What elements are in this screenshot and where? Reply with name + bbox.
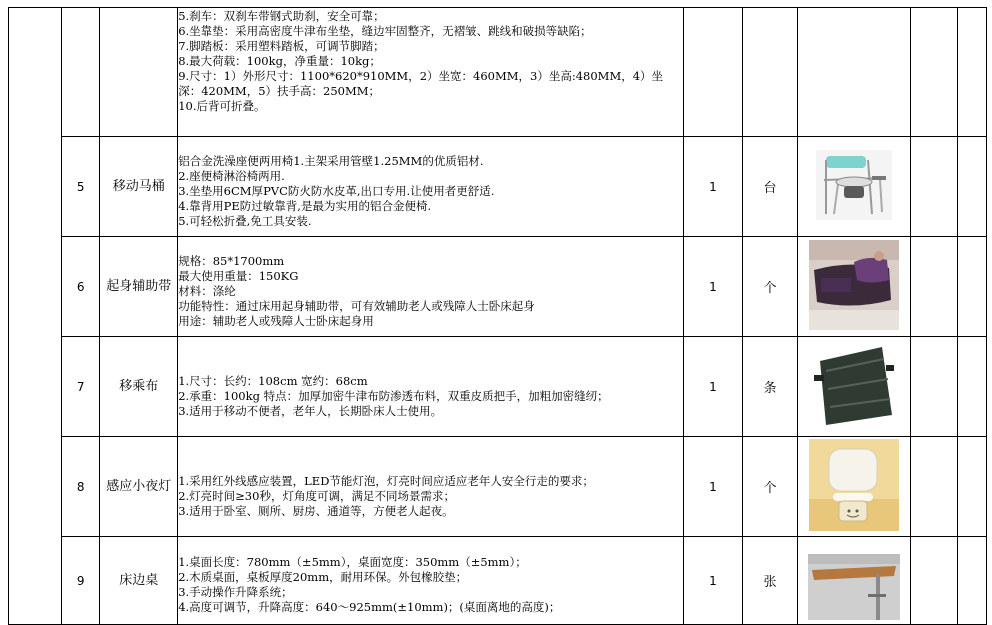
spec-line: 材料：涤纶: [178, 284, 236, 298]
item-number: 7: [61, 337, 99, 437]
item-image-cell: [798, 237, 911, 337]
commode-chair-image: [816, 150, 892, 220]
extra-cell: [957, 8, 986, 137]
item-image-cell: [798, 137, 911, 237]
table-row: [9, 437, 987, 537]
item-spec: [178, 437, 684, 537]
item-quantity: 1: [683, 537, 742, 625]
item-unit: 张: [742, 537, 797, 625]
item-name: [100, 8, 178, 137]
table-row: [9, 537, 987, 625]
item-number: [61, 8, 99, 137]
item-quantity: 1: [683, 237, 742, 337]
spec-line: 铝合金洗澡座便两用椅1.主架采用管壁1.25MM的优质铝材.: [178, 154, 484, 168]
item-image-cell: [798, 337, 911, 437]
table-row: [9, 8, 987, 137]
item-number: 6: [61, 237, 99, 337]
extra-cell: [957, 137, 986, 237]
spec-line: 7.脚踏板：采用塑料踏板，可调节脚踏；: [178, 39, 385, 53]
spec-line: 3.坐垫用6CM厚PVC防火防水皮革,出口专用.让使用者更舒适.: [178, 184, 495, 198]
spec-line: 6.坐靠垫：采用高密度牛津布坐垫，缝边牢固整齐，无褶皱、跳线和破损等缺陷；: [178, 24, 592, 38]
spec-line: 1.尺寸：长约：108cm 宽约：68cm: [178, 373, 368, 388]
item-image-cell: [798, 437, 911, 537]
spec-line: 规格：85*1700mm: [178, 254, 285, 268]
spec-line: 3.适用于移动不便者，老年人，长期卧床人士使用。: [178, 403, 443, 418]
item-spec: [178, 8, 684, 137]
spec-line: 10.后背可折叠。: [178, 99, 266, 113]
extra-cell: [957, 437, 986, 537]
item-name: 起身辅助带: [100, 237, 178, 337]
spec-line: 1.采用红外线感应装置，LED节能灯泡，灯亮时间应适应老年人安全行走的要求；: [178, 473, 594, 488]
spec-line: 3.手动操作升降系统；: [178, 585, 293, 599]
note-cell: [911, 337, 958, 437]
table-row: [9, 237, 987, 337]
spec-line: 2.座便椅淋浴椅两用.: [178, 169, 285, 183]
note-cell: [911, 237, 958, 337]
item-number: 5: [61, 137, 99, 237]
item-quantity: 1: [683, 437, 742, 537]
item-name: 感应小夜灯: [100, 437, 178, 537]
note-cell: [911, 8, 958, 137]
item-name: 移动马桶: [100, 137, 178, 237]
item-number: 9: [61, 537, 99, 625]
item-unit: 个: [742, 237, 797, 337]
spec-line: 2.木质桌面，桌板厚度20mm，耐用环保。外包橡胶垫；: [178, 570, 468, 584]
item-quantity: 1: [683, 337, 742, 437]
spec-line: 1.桌面长度：780mm（±5mm），桌面宽度：350mm（±5mm）；: [178, 555, 527, 569]
spec-line: 3.适用于卧室、厕所、厨房、通道等，方便老人起夜。: [178, 503, 454, 518]
note-cell: [911, 137, 958, 237]
table-row: [9, 337, 987, 437]
extra-cell: [957, 537, 986, 625]
left-margin-cell: [9, 8, 62, 625]
item-image-cell: [798, 537, 911, 625]
item-spec: [178, 237, 684, 337]
item-spec: [178, 337, 684, 437]
item-unit: 个: [742, 437, 797, 537]
item-spec: [178, 137, 684, 237]
spec-line: 功能特性：通过床用起身辅助带，可有效辅助老人或残障人士卧床起身: [178, 299, 535, 313]
transfer-sheet-image: [812, 341, 896, 429]
spec-line: 4.高度可调节，升降高度：640～925mm(±10mm)；(桌面离地的高度)；: [178, 600, 561, 614]
item-name: 床边桌: [100, 537, 178, 625]
spec-line: 最大使用重量：150KG: [178, 269, 299, 283]
lift-assist-belt-image: [809, 240, 899, 330]
item-quantity: 1: [683, 137, 742, 237]
extra-cell: [957, 337, 986, 437]
bedside-table-image: [808, 554, 900, 620]
spec-line: 2.灯亮时间≥30秒，灯角度可调，满足不同场景需求；: [178, 488, 455, 503]
item-quantity: [683, 8, 742, 137]
spec-line: 9.尺寸：1）外形尺寸：1100*620*910MM，2）坐宽：460MM，3）坐高:480MM，4）坐深：420MM，5）扶手高：250MM；: [178, 69, 664, 98]
item-image-cell: [798, 8, 911, 137]
item-number: 8: [61, 437, 99, 537]
spec-line: 用途：辅助老人或残障人士卧床起身用: [178, 314, 374, 328]
extra-cell: [957, 237, 986, 337]
spec-line: 5.刹车：双刹车带钢式助刹，安全可靠；: [178, 9, 385, 23]
spec-line: 2.承重：100kg 特点：加厚加密牛津布防渗透布料，双重皮质把手，加粗加密缝纫；: [178, 388, 609, 403]
item-spec: [178, 537, 684, 625]
spec-line: 4.靠背用PE防过敏靠背,是最为实用的铝合金便椅.: [178, 199, 432, 213]
item-unit: 台: [742, 137, 797, 237]
note-cell: [911, 537, 958, 625]
item-unit: [742, 8, 797, 137]
spec-line: 8.最大荷载：100kg，净重量：10kg；: [178, 54, 381, 68]
product-spec-table: [8, 7, 987, 625]
table-row: [9, 137, 987, 237]
note-cell: [911, 437, 958, 537]
spec-line: 5.可轻松折叠,免工具安装.: [178, 214, 312, 228]
item-unit: 条: [742, 337, 797, 437]
item-name: 移乘布: [100, 337, 178, 437]
night-light-image: [809, 439, 899, 531]
